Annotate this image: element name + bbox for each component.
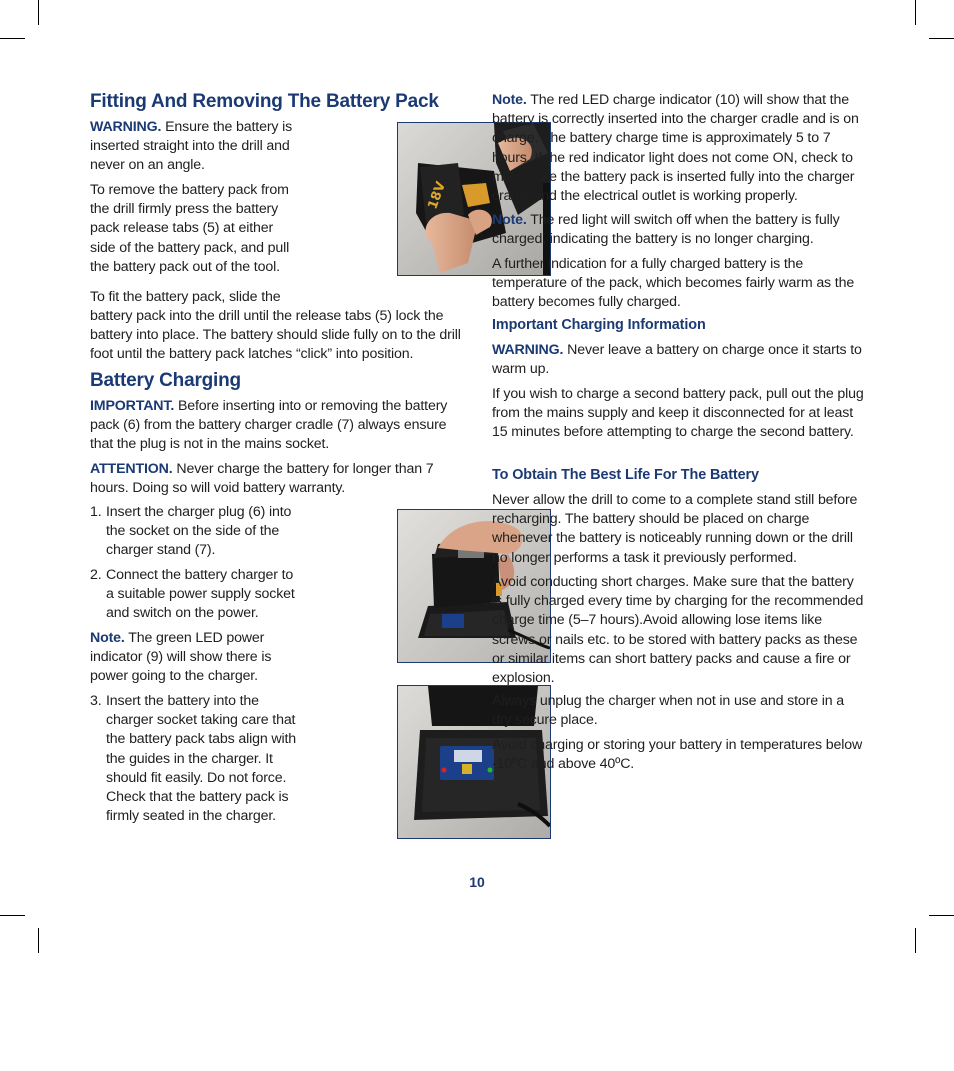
unplug-charger-paragraph: Always unplug the charger when not in use and store in a dry secure place. [492, 693, 845, 729]
second-pack-paragraph: If you wish to charge a second battery pack, pull out the plug from the mains supply and keep it disconnected for at least 15 minutes before attempting to charge the second battery. [492, 386, 864, 441]
never-stand-still-paragraph: Never allow the drill to come to a complete stand still before recharging. The battery should be placed on charge whenever the battery is noticeably running down or the drill no longer performs a task it previously performed. [492, 492, 858, 566]
battery-label: 18V [425, 179, 450, 212]
crop-mark [929, 915, 954, 916]
fit-battery-paragraph: battery pack into the drill until the release tabs (5) lock the battery into place. The battery should slide fully on to the drill foot until the battery pack latches “click” into position. [90, 308, 461, 363]
attention-paragraph: ATTENTION. Never charge the battery for longer than 7 hours. Doing so will void battery warranty. [90, 461, 434, 497]
note-red-led-paragraph: Note. The red LED charge indicator (10) will show that the battery is correctly inserted into the charger cradle and is on charge. The battery charge time is approximately 5 to 7 hours. If the red indicator light does not come ON, check to make sure the battery pack is inserted fully into the charger cradle and the electrical outlet is working properly. [492, 92, 859, 205]
list-item-step-1: 1. Insert the charger plug (6) into the socket on the side of the charger stand (7). [90, 504, 292, 559]
crop-mark [915, 0, 916, 25]
temperature-paragraph: Avoid charging or storing your battery in temperatures below -10ºC and above 40ºC. [492, 737, 863, 773]
note-green-led-paragraph: Note. The green LED power indicator (9) will show there is power going to the charger. [90, 630, 272, 685]
crop-mark [38, 0, 39, 25]
avoid-short-charges-paragraph: Avoid conducting short charges. Make sure that the battery is fully charged every time by charging for the recommended charge time (5–7 hours).Avoid allowing lose items like screws or nails etc. to be stored with battery packs as these or similar items can short battery packs and cause a fire or explosion. [492, 574, 864, 687]
list-item-step-3: 3. Insert the battery into the charger socket taking care that the battery pack tabs align with the guides in the charger. It should fit easily. Do not force. Check that the battery pack is firmly seated in the charger. [90, 693, 296, 825]
fit-text-line-1: To fit the battery pack, slide the [90, 289, 281, 305]
step-number: 1. [90, 504, 102, 520]
further-indication-paragraph: A further indication for a fully charged battery is the temperature of the pack, which becomes fairly warm as the battery becomes fully charged. [492, 256, 855, 311]
fit-warning-paragraph: WARNING. Ensure the battery is inserted straight into the drill and never on an angle. [90, 119, 293, 174]
step-number: 3. [90, 693, 102, 709]
heading-fitting-removing: Fitting And Removing The Battery Pack [90, 91, 439, 112]
page-number: 10 [469, 874, 485, 890]
warning-lead: WARNING. [90, 119, 162, 135]
heading-important-charging: Important Charging Information [492, 317, 706, 333]
important-paragraph: IMPORTANT. Before inserting into or removing the battery pack (6) from the battery charger cradle (7) always ensure that the plug is not in the mains socket. [90, 398, 448, 453]
crop-mark [38, 928, 39, 953]
step-number: 2. [90, 567, 102, 583]
remove-battery-paragraph: To remove the battery pack from the drill firmly press the battery pack release tabs (5) at either side of the battery pack, and pull the battery pack out of the tool. [90, 182, 290, 275]
crop-mark [0, 38, 25, 39]
crop-mark [915, 928, 916, 953]
crop-mark [929, 38, 954, 39]
list-item-step-2: 2. Connect the battery charger to a suitable power supply socket and switch on the power. [90, 567, 295, 622]
crop-mark [0, 915, 25, 916]
heading-battery-charging: Battery Charging [90, 370, 241, 391]
note-red-light-off-paragraph: Note. The red light will switch off when the battery is fully charged, indicating the battery is no longer charging. [492, 212, 840, 248]
warning-warm-paragraph: WARNING. Never leave a battery on charge once it starts to warm up. [492, 342, 862, 378]
heading-best-life: To Obtain The Best Life For The Battery [492, 467, 759, 483]
